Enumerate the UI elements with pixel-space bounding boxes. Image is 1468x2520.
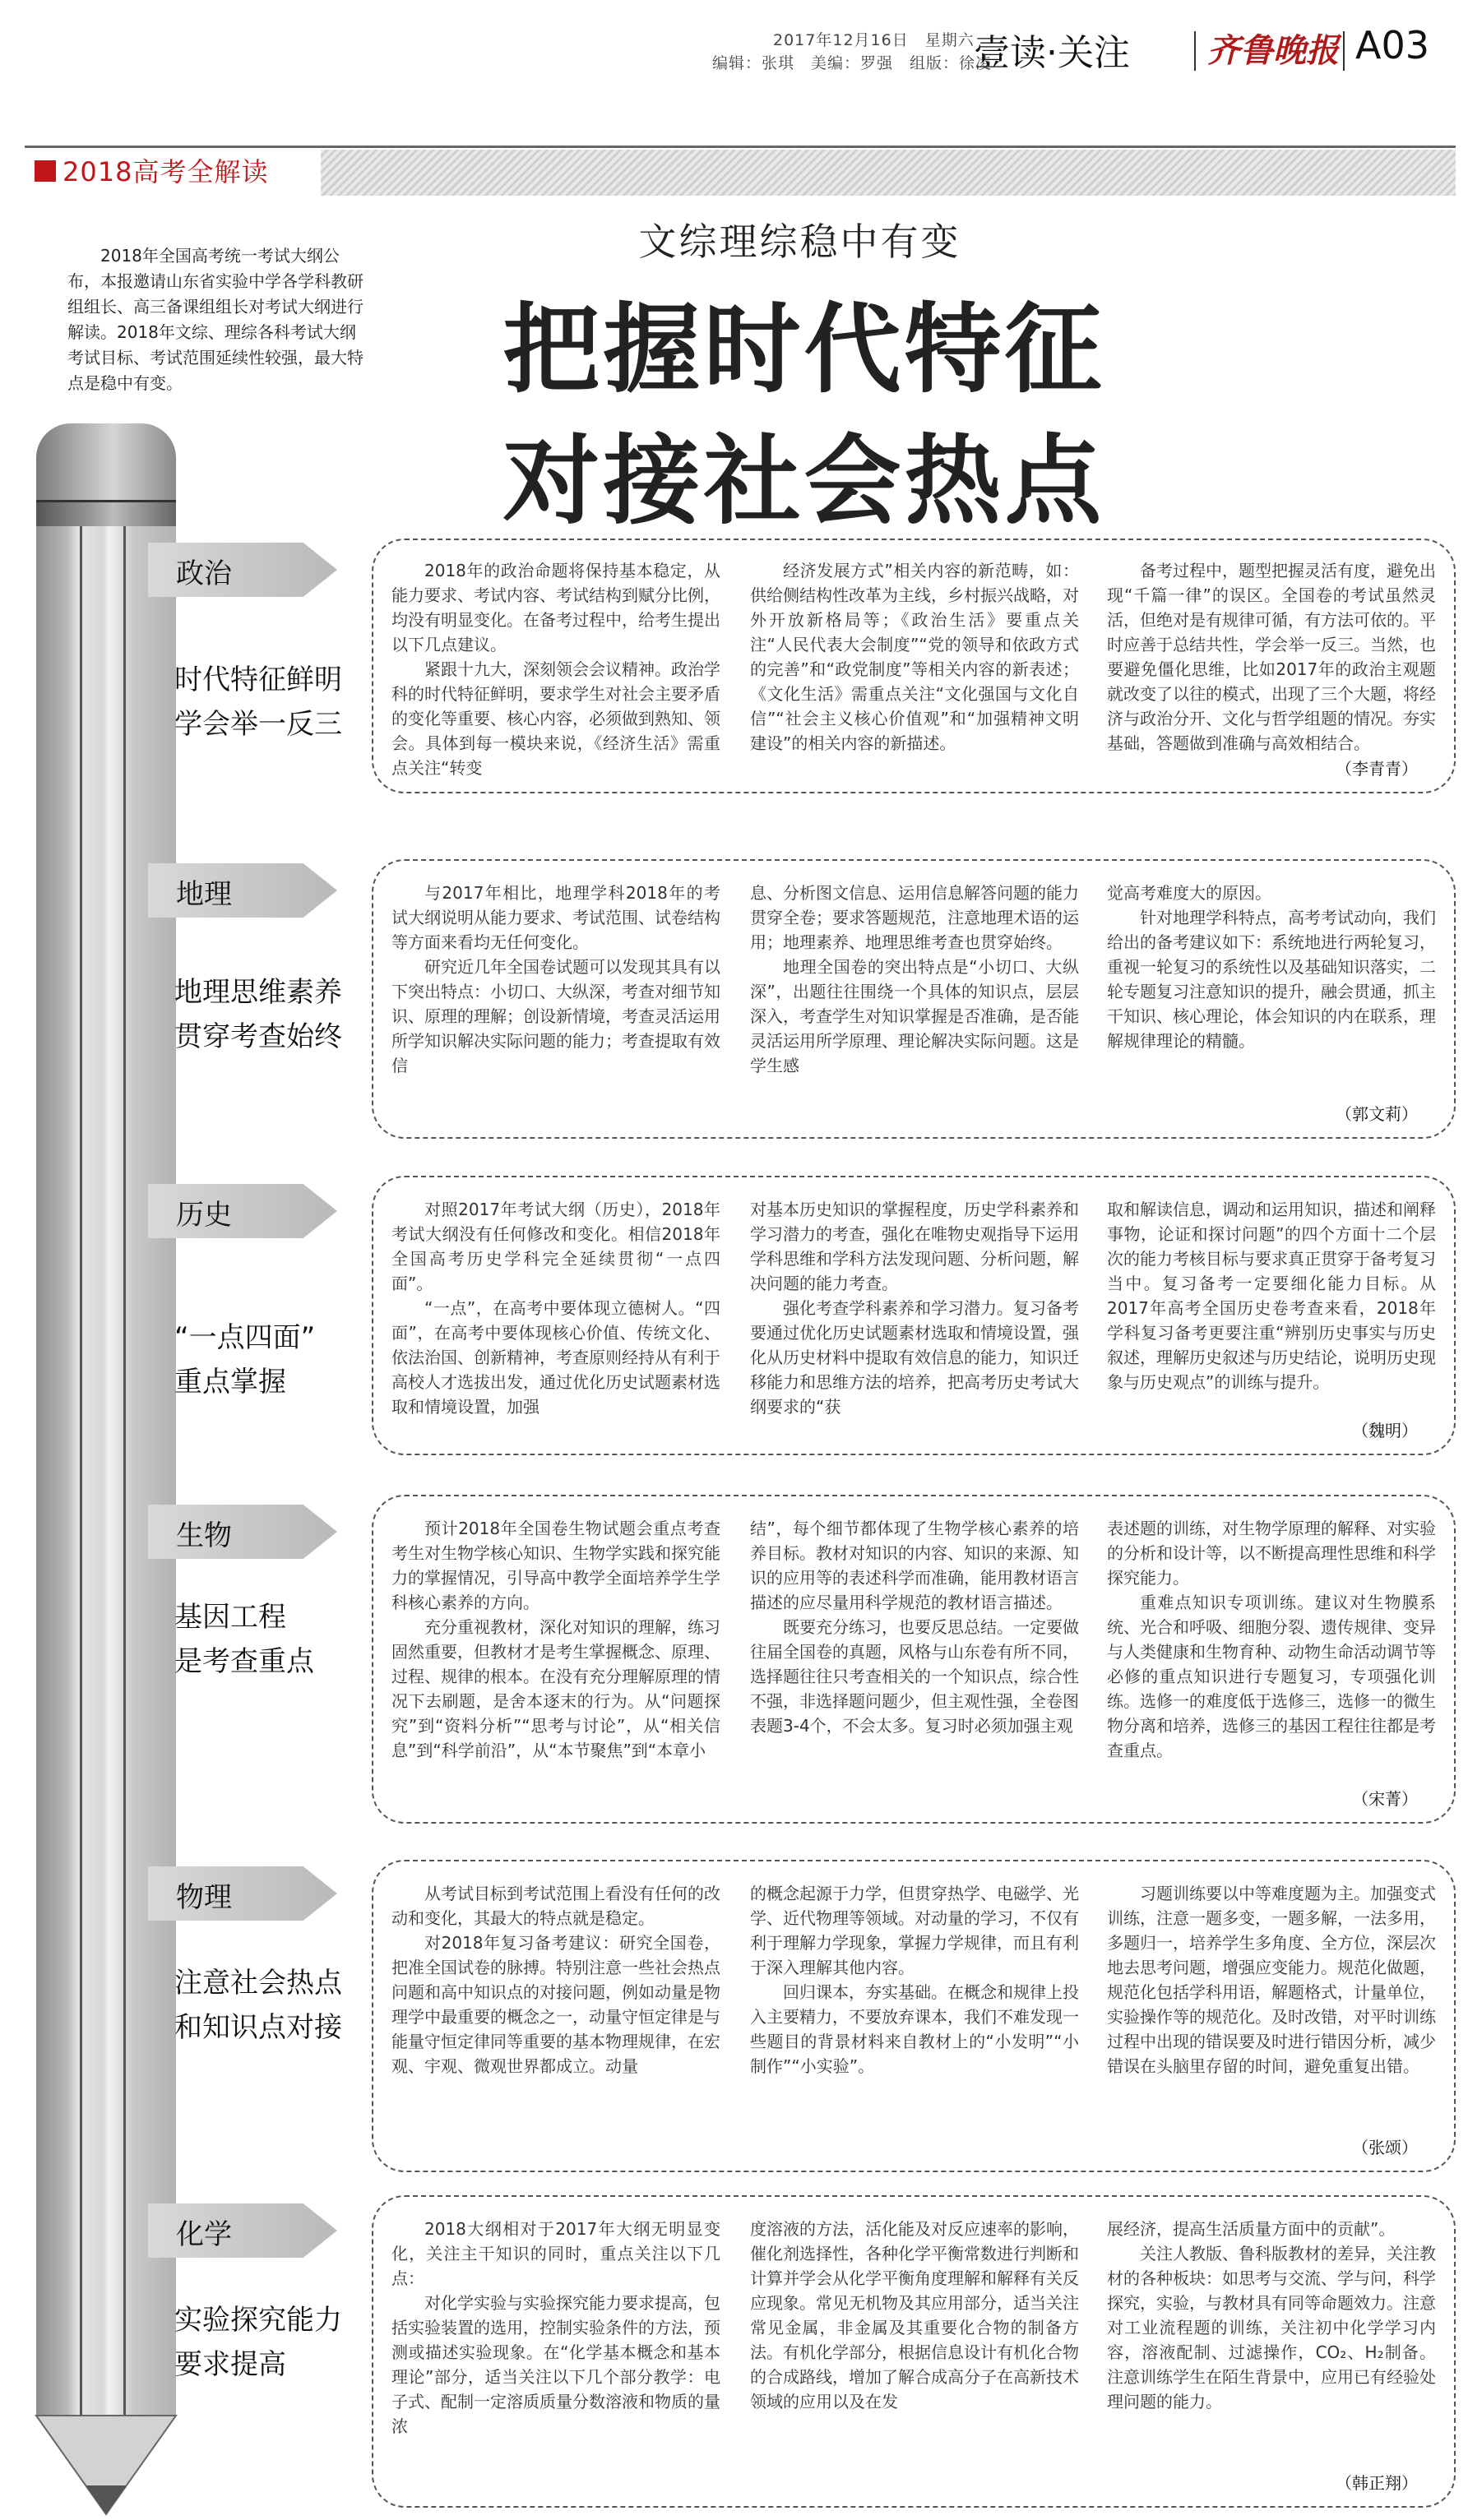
text-column: [391, 2217, 720, 2488]
page-number: A03: [1355, 23, 1430, 67]
text-column: [1107, 558, 1436, 764]
section-headline-line: 基因工程: [174, 1601, 286, 1634]
paragraph: 对基本历史知识的掌握程度，历史学科素养和学习潜力的考查，强化在唯物史观指导下运用学科思维和学科方法发现问题、分析问题，解决问题的能力考查。: [750, 1200, 1079, 1293]
section-headline: [174, 2298, 372, 2387]
headline-title-line2: 对接社会热点: [502, 424, 1105, 538]
section-headline-line: 注意社会热点: [174, 1967, 342, 2000]
section-headline-line: 实验探究能力: [174, 2304, 342, 2337]
paragraph: 结”，每个细节都体现了生物学核心素养的培养目标。教材对知识的内容、知识的来源、知识的应用等的表述科学而准确，能用教材语言描述的应尽量用科学规范的教材语言描述。: [750, 1519, 1079, 1612]
section-box: [372, 1176, 1456, 1455]
paragraph: 度溶液的方法，活化能及对反应速率的影响，催化剂选择性，各种化学平衡常数进行判断和计算并学会从化学平衡角度理解和解释有关反应现象。常见无机物及其应用部分，适当关注常见金属，非金属及其重要化合物的制备方法。有机化学部分，根据信息设计有机化合物的合成路线，增加了解合成高分子在高新技术领域的应用以及在发: [750, 2219, 1079, 2411]
pencil-ferrule: [36, 500, 176, 529]
section-box: [372, 539, 1456, 793]
paragraph: 表述题的训练，对生物学原理的解释、对实验的分析和设计等，以不断提高理性思维和科学探究能力。: [1107, 1519, 1436, 1588]
section-name: 历史: [176, 1199, 232, 1232]
paragraph: 回归课本，夯实基础。在概念和规律上投入主要精力，不要放弃课本，我们不难发现一些题目的背景材料来自教材上的“小发明”“小制作”“小实验”。: [750, 1982, 1079, 2076]
paragraph: 取和解读信息，调动和运用知识，描述和阐释事物，论证和探讨问题”的四个方面十二个层次的能力考核目标与要求真正贯穿于备考复习当中。复习备考一定要细化能力目标。从2017年高考全国历史卷考查来看，2018年学科复习备考更要注重“辨别历史事实与历史叙述，理解历史叙述与历史结论，说明历史现象与历史观点”的训练与提升。: [1107, 1200, 1436, 1392]
paragraph: 习题训练要以中等难度题为主。加强变式训练，注意一题多变，一题多解，一法多用，多题归一，培养学生多角度、全方位，深层次地去思考问题，增强应变能力。规范化做题，规范化包括学科用语，解题格式，计量单位，实验操作等的规范化。及时改错，对平时训练过程中出现的错误要及时进行错因分析，减少错误在头脑里存留的时间，避免重复出错。: [1107, 1884, 1436, 2076]
paragraph: 既要充分练习，也要反思总结。一定要做往届全国卷的真题，风格与山东卷有所不同，选择题往往只考查相关的一个知识点，综合性不强，非选择题问题少，但主观性强，全卷图表题3-4个，不会太多。复习时必须加强主观: [750, 1617, 1079, 1736]
text-column: [1107, 881, 1436, 1094]
paragraph: “一点”，在高考中要体现立德树人。“四面”，在高考中要体现核心价值、传统文化、依法治国、创新精神，考查原则经持从有利于高校人才选拔出发，通过优化历史试题素材选取和情境设置，加强: [391, 1298, 720, 1417]
section-headline-line: 要求提高: [174, 2348, 286, 2381]
paragraph: 息、分析图文信息、运用信息解答问题的能力贯穿全卷；要求答题规范，注意地理术语的运用；地理素养、地理思维考查也贯穿始终。: [750, 883, 1079, 952]
paragraph: 经济发展方式”相关内容的新范畴，如：供给侧结构性改革为主线，乡村振兴战略，对外开放新格局等；《政治生活》要重点关注“人民代表大会制度”“党的领导和依政方式的完善”和“政党制度”等相关内容的新表述；《文化生活》需重点关注“文化强国与文化自信”“社会主义核心价值观”和“加强精神文明建设”的相关内容的新描述。: [750, 561, 1079, 753]
text-column: [750, 1881, 1079, 2152]
text-column: [750, 2217, 1079, 2488]
text-column: [391, 1881, 720, 2152]
pencil-tip-icon: [36, 2416, 176, 2514]
text-column: [391, 1516, 720, 1804]
paragraph: 对照2017年考试大纲（历史），2018年考试大纲没有任何修改和变化。相信2018年全国高考历史学科完全延续贯彻“一点四面”。: [391, 1200, 720, 1293]
section-name: 政治: [176, 557, 232, 590]
header-divider: [1194, 31, 1196, 71]
banner-rule: [25, 146, 1456, 148]
paragraph: 对2018年复习备考建议：研究全国卷，把准全国试卷的脉搏。特别注意一些社会热点问题和高中知识点的对接问题，例如动量是物理学中最重要的概念之一，动量守恒定律是与能量守恒定律同等重要的基本物理规律，在宏观、宇观、微观世界都成立。动量: [391, 1933, 720, 2076]
section-headline-line: 是考查重点: [174, 1645, 314, 1678]
section-box: [372, 2195, 1456, 2508]
section-headline: [174, 1315, 372, 1404]
intro-text: 2018年全国高考统一考试大纲公布，本报邀请山东省实验中学各学科教研组组长、高三备课组组长对考试大纲进行解读。2018年文综、理综各科考试大纲考试目标、考试范围延续性较强，最大特点是稳中有变。: [67, 246, 364, 393]
paragraph: 充分重视教材，深化对知识的理解，练习固然重要，但教材才是考生掌握概念、原理、过程、规律的根本。在没有充分理解原理的情况下去刷题，是舍本逐末的行为。从“问题探究”到“资料分析”“思考与讨论”，从“相关信息”到“科学前沿”，从“本节聚焦”到“本章小: [391, 1617, 720, 1760]
headline-subtitle: 文综理综稳中有变: [638, 220, 961, 264]
section-headline: [174, 658, 372, 747]
author-byline: （魏明）: [1352, 1421, 1418, 1440]
section-box: [372, 1495, 1456, 1824]
section-headline: [174, 1961, 372, 2050]
section-name: 化学: [176, 2218, 232, 2251]
paragraph: 从考试目标到考试范围上看没有任何的改动和变化，其最大的特点就是稳定。: [391, 1884, 720, 1928]
text-column: [391, 1197, 720, 1436]
section-headline-line: 学会举一反三: [174, 708, 342, 741]
section-name: 地理: [176, 878, 232, 911]
section-box: [372, 859, 1456, 1139]
section-headline-line: 和知识点对接: [174, 2011, 342, 2044]
section-headline-line: 地理思维素养: [174, 976, 342, 1009]
section-headline-line: 时代特征鲜明: [174, 664, 342, 696]
text-column: [391, 558, 720, 778]
text-column: [1107, 1881, 1436, 2152]
paragraph: 2018大纲相对于2017年大纲无明显变化，关注主干知识的同时，重点关注以下几点：: [391, 2219, 720, 2288]
section-headline-line: “一点四面”: [174, 1321, 316, 1354]
header-divider: [1343, 31, 1345, 71]
text-column: [1107, 1197, 1436, 1419]
text-column: [391, 881, 720, 1119]
paragraph: 地理全国卷的突出特点是“小切口、大纵深”，出题往往围绕一个具体的知识点，层层深入，考查学生对知识掌握是否准确，是否能灵活运用所学原理、理论解决实际问题。这是学生感: [750, 957, 1079, 1075]
header-editors: 编辑：张琪 美编：罗强 组版：徐凌: [712, 54, 993, 72]
newspaper-logo: 齐鲁晚报: [1207, 31, 1339, 70]
author-byline: （韩正翔）: [1336, 2473, 1418, 2493]
section-name: 物理: [176, 1881, 232, 1914]
paragraph: 强化考查学科素养和学习潜力。复习备考要通过优化历史试题素材选取和情境设置，强化从历史材料中提取有效信息的能力，知识迁移能力和思维方法的培养，把高考历史考试大纲要求的“获: [750, 1298, 1079, 1417]
paragraph: 紧跟十九大，深刻领会会议精神。政治学科的时代特征鲜明，要求学生对社会主要矛盾的变化等重要、核心内容，必须做到熟知、领会。具体到每一模块来说，《经济生活》需重点关注“转变: [391, 659, 720, 778]
section-headline-line: 重点掌握: [174, 1366, 286, 1399]
section-box: [372, 1860, 1456, 2172]
text-column: [1107, 1516, 1436, 1804]
section-name: 生物: [176, 1519, 232, 1552]
paragraph: 与2017年相比，地理学科2018年的考试大纲说明从能力要求、考试范围、试卷结构等方面来看均无任何变化。: [391, 883, 720, 952]
header-section-title: 壹读·关注: [974, 32, 1130, 74]
paragraph: 备考过程中，题型把握灵活有度，避免出现“千篇一律”的误区。全国卷的考试虽然灵活，但绝对是有规律可循，有方法可依的。平时应善于总结共性，学会举一反三。当然，也要避免僵化思维，比如2017年的政治主观题就改变了以往的模式，出现了三个大题，将经济与政治分开、文化与哲学组题的情况。夯实基础，答题做到准确与高效相结合。: [1107, 561, 1436, 753]
author-byline: （张颂）: [1352, 2138, 1418, 2157]
headline-title-line1: 把握时代特征: [502, 293, 1105, 406]
paragraph: 重难点知识专项训练。建议对生物膜系统、光合和呼吸、细胞分裂、遗传规律、变异与人类健康和生物育种、动物生命活动调节等必修的重点知识进行专题复习，专项强化训练。选修一的难度低于选修三，选修一的微生物分离和培养，选修三的基因工程往往都是考查重点。: [1107, 1593, 1436, 1760]
text-column: [1107, 2217, 1436, 2488]
pencil-edge-line: [80, 526, 82, 2417]
section-headline: [174, 970, 372, 1059]
paragraph: 的概念起源于力学，但贯穿热学、电磁学、光学、近代物理等领域。对动量的学习，不仅有利于理解力学现象，掌握力学规律，而且有利于深入理解其他内容。: [750, 1884, 1079, 1977]
text-column: [750, 881, 1079, 1119]
author-byline: （宋菁）: [1352, 1789, 1418, 1809]
text-column: [750, 558, 1079, 764]
text-column: [750, 1197, 1079, 1436]
section-headline-line: 贯穿考查始终: [174, 1020, 342, 1053]
paragraph: 预计2018年全国卷生物试题会重点考查考生对生物学核心知识、生物学实践和探究能力的掌握情况，引导高中教学全面培养学生学科核心素养的方向。: [391, 1519, 720, 1612]
pencil-body: [36, 526, 176, 2417]
author-byline: （李青青）: [1336, 759, 1418, 779]
paragraph: 对化学实验与实验探究能力要求提高，包括实验装置的选用，控制实验条件的方法，预测或描述实验现象。在“化学基本概念和基本理论”部分，适当关注以下几个部分教学：电子式、配制一定溶质质量分数溶液和物质的量浓: [391, 2293, 720, 2436]
header-date: 2017年12月16日 星期六: [773, 31, 975, 49]
section-headline: [174, 1595, 372, 1684]
paragraph: 展经济，提高生活质量方面中的贡献”。: [1107, 2219, 1396, 2239]
banner-label: 2018高考全解读: [63, 156, 269, 187]
pencil-edge-line: [123, 526, 126, 2417]
pencil-eraser: [36, 423, 176, 502]
banner-square-icon: [35, 160, 56, 182]
paragraph: 关注人教版、鲁科版教材的差异，关注教材的各种板块：如思考与交流、学与问，科学探究，实验，与教材具有同等命题效力。注意对工业流程题的训练，关注初中化学学习内容，溶液配制、过滤操作，CO₂、H₂制备。注意训练学生在陌生背景中，应用已有经验处理问题的能力。: [1107, 2244, 1436, 2411]
author-byline: （郭文莉）: [1336, 1104, 1418, 1124]
paragraph: 研究近几年全国卷试题可以发现其具有以下突出特点：小切口、大纵深，考查对细节知识、原理的理解；创设新情境，考查灵活运用所学知识解决实际问题的能力；考查提取有效信: [391, 957, 720, 1075]
paragraph: 针对地理学科特点，高考考试动向，我们给出的备考建议如下：系统地进行两轮复习，重视一轮复习的系统性以及基础知识落实，二轮专题复习注意知识的提升，融会贯通，抓主干知识、核心理论，体会知识的内在联系，理解规律理论的精髓。: [1107, 908, 1436, 1051]
paragraph: 2018年的政治命题将保持基本稳定，从能力要求、考试内容、考试结构到赋分比例，均没有明显变化。在备考过程中，给考生提出以下几点建议。: [391, 561, 720, 654]
paragraph: 觉高考难度大的原因。: [1107, 883, 1271, 903]
text-column: [750, 1516, 1079, 1804]
